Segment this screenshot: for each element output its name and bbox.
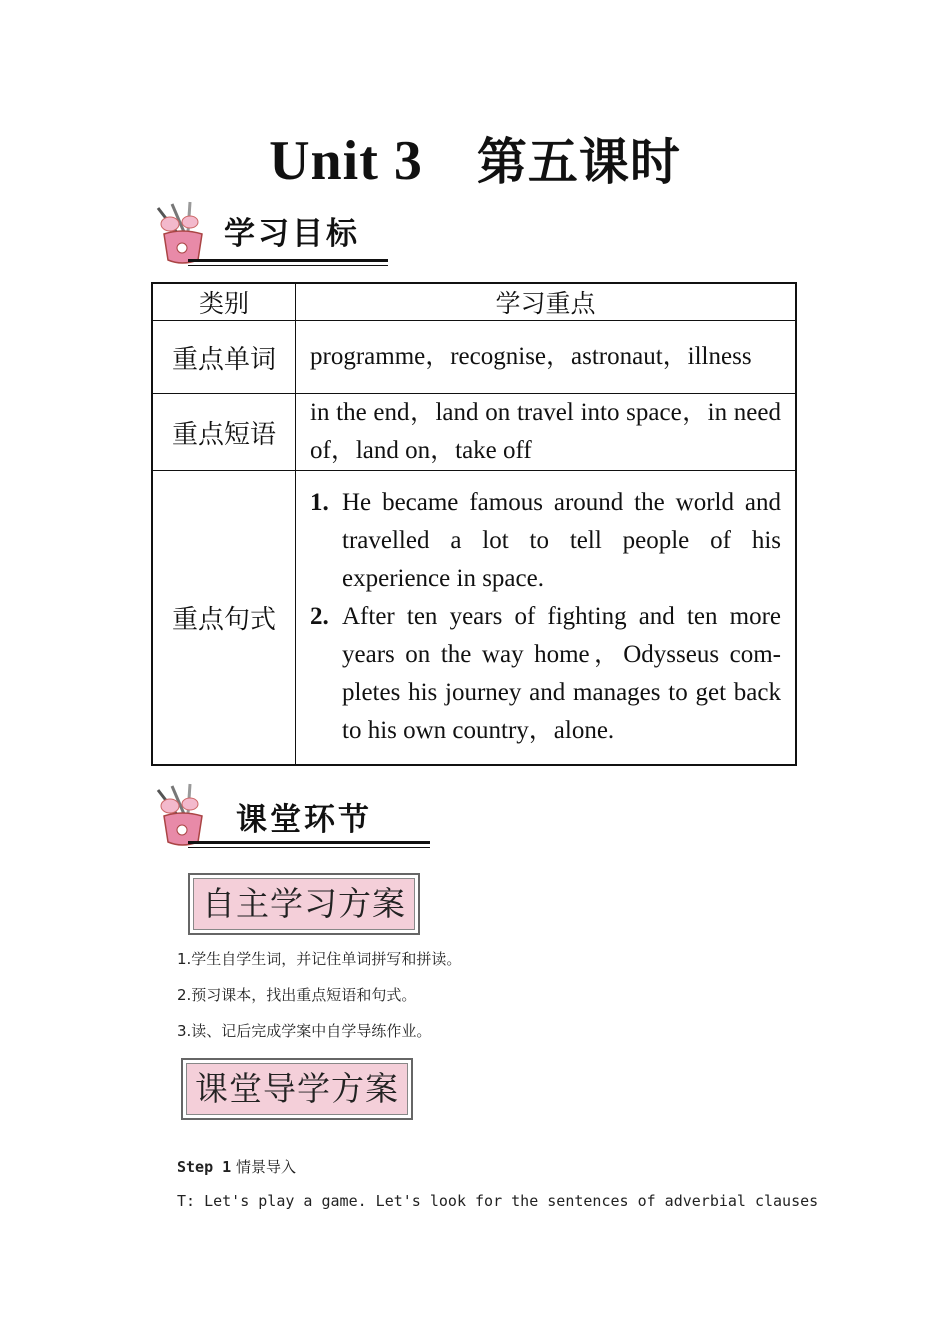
- row-category: 重点句式: [152, 471, 296, 765]
- step-heading: Step 1 情景导入: [177, 1158, 296, 1176]
- row-category: 重点单词: [152, 321, 296, 394]
- goals-table: [151, 282, 797, 766]
- row-category: 重点短语: [152, 394, 296, 471]
- row-content: in the end，land on travel into space，in need of，land on，take off: [296, 394, 797, 471]
- table-header-focus: 学习重点: [296, 283, 797, 321]
- row-content: [296, 471, 797, 765]
- list-item: 3.读、记后完成学案中自学导练作业。: [177, 1022, 432, 1040]
- self-study-heading: 自主学习方案: [188, 873, 420, 935]
- pen-holder-icon: [150, 198, 220, 268]
- unit-label: Unit 3: [269, 130, 423, 192]
- table-header-category: 类别: [152, 283, 296, 321]
- table-row: [152, 394, 796, 471]
- section-label: 学习目标: [224, 216, 360, 252]
- section-banner-goals: [150, 198, 390, 268]
- pen-holder-icon: [150, 780, 220, 850]
- table-row: [152, 321, 796, 394]
- table-row: [152, 471, 796, 765]
- section-banner-class: [150, 780, 430, 850]
- section-label: 课堂环节: [236, 802, 372, 838]
- list-item: 2.预习课本，找出重点短语和句式。: [177, 986, 417, 1004]
- class-guide-heading: 课堂导学方案: [181, 1058, 413, 1120]
- sentence-item: 1. He became famous around the world and travelled a lot to tell people of his experience in space.: [310, 489, 781, 593]
- page-title: [0, 122, 950, 194]
- row-content: programme，recognise，astronaut，illness: [296, 321, 797, 394]
- lesson-label: 第五课时: [476, 133, 681, 191]
- list-item: 1.学生自学生词，并记住单词拼写和拼读。: [177, 950, 462, 968]
- dialogue-line: T: Let's play a game. Let's look for the sentences of adverbial clauses: [177, 1192, 819, 1210]
- sentence-item: 2. After ten years of fighting and ten more years on the way home，Odysseus completes his journey and manages to get back to his own country，alone.: [310, 603, 781, 745]
